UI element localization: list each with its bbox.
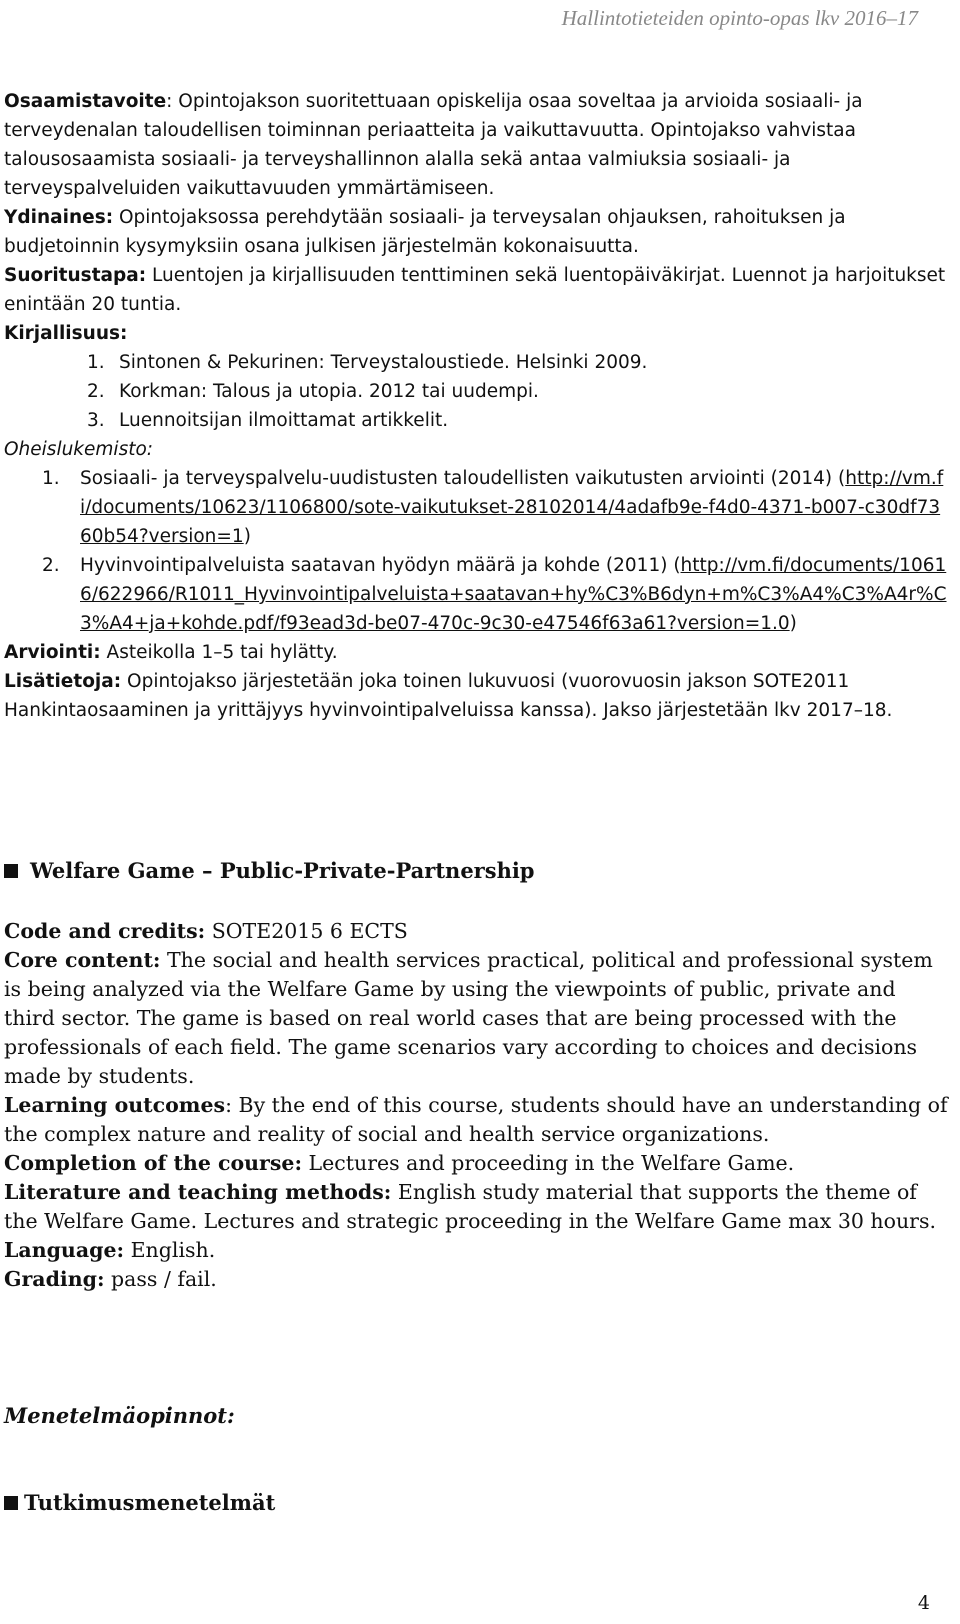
grading-paragraph	[4, 638, 949, 667]
core-content-text: Opintojaksossa perehdytään sosiaali- ja terveysalan ohjauksen, rahoituksen ja budjetoinnin kysymyksiin osana julkisen järjestelmän kokonaisuutta.	[4, 207, 846, 257]
list-item: 1. Sintonen & Pekurinen: Terveystaloustiede. Helsinki 2009.	[87, 352, 648, 373]
document-link[interactable]: http://vm.fi/documents/10616/622966/R1011_Hyvinvointipalveluista+saatavan+hy%C3%B6dyn+m%C3%A4%C3%A4r%C3%A4+ja+kohde.pdf/f93ead3d-be07-470c-9c30-e47546f63a61?version=1.0	[80, 555, 947, 634]
research-methods-heading	[4, 1490, 275, 1515]
completion-method-label: Suoritustapa:	[4, 265, 147, 286]
page-number: 4	[917, 1592, 930, 1614]
completion-method-text: Luentojen ja kirjallisuuden tenttiminen sekä luentopäiväkirjat. Luennot ja harjoitukset enintään 20 tuntia.	[4, 265, 946, 315]
methods-studies-heading: Menetelmäopinnot:	[4, 1403, 235, 1428]
additional-info-label: Lisätietoja:	[4, 671, 122, 692]
list-item: 3. Luennoitsijan ilmoittamat artikkelit.	[87, 410, 449, 431]
learning-outcomes-paragraph: Learning outcomes: By the end of this course, students should have an understanding of the complex nature and reality of social and health service organizations.	[4, 1093, 948, 1146]
course-heading-welfare-game	[4, 858, 535, 883]
additional-info-paragraph	[4, 667, 949, 725]
additional-info-text: Opintojakso järjestetään joka toinen lukuvuosi (vuorovuosin jakson SOTE2011 Hankintaosaaminen ja yrittäjyys hyvinvointipalveluissa kanssa). Jakso järjestetään lkv 2017–18.	[4, 671, 893, 721]
grading-paragraph: Grading: pass / fail.	[4, 1267, 217, 1291]
course-description-english	[4, 917, 949, 1294]
core-content-label: Ydinaines:	[4, 207, 114, 228]
learning-goal-paragraph	[4, 87, 949, 203]
course-description-finnish	[4, 87, 949, 725]
research-methods-title: Tutkimusmenetelmät	[24, 1490, 276, 1515]
running-header: Hallintotieteiden opinto-opas lkv 2016–17	[561, 6, 918, 30]
square-bullet-icon	[4, 1496, 18, 1510]
core-content-paragraph	[4, 203, 949, 261]
learning-goal-text: : Opintojakson suoritettuaan opiskelija osaa soveltaa ja arvioida sosiaali- ja terveydenalan taloudellisen toiminnan periaatteita ja vaikuttavuutta. Opintojakso vahvistaa talousosaamista sosiaali- ja terveyshallinnon alalla sekä antaa valmiuksia sosiaali- ja terveyspalveluiden vaikuttavuuden ymmärtämiseen.	[4, 91, 863, 199]
literature-list	[4, 348, 949, 435]
grading-text: Asteikolla 1–5 tai hylätty.	[100, 642, 338, 663]
literature-methods-paragraph: Literature and teaching methods: English study material that supports the theme of the Welfare Game. Lectures and strategic proceeding in the Welfare Game max 30 hours.	[4, 1180, 937, 1233]
grading-label: Arviointi:	[4, 642, 101, 663]
learning-goal-label: Osaamistavoite	[4, 91, 167, 112]
list-item: 1. Sosiaali- ja terveyspalvelu-uudistusten taloudellisten vaikutusten arviointi (2014) (http://vm.fi/documents/10623/1106800/sote-vaikutukset-28102014/4adafb9e-f4d0-4371-b007-c30df7360b54?version=1)	[42, 468, 944, 547]
completion-paragraph: Completion of the course: Lectures and proceeding in the Welfare Game.	[4, 1151, 795, 1175]
list-item: 2. Hyvinvointipalveluista saatavan hyödyn määrä ja kohde (2011) (http://vm.fi/documents/10616/622966/R1011_Hyvinvointipalveluista+saatavan+hy%C3%B6dyn+m%C3%A4%C3%A4r%C3%A4+ja+kohde.pdf/f93ead3d-be07-470c-9c30-e47546f63a61?version=1.0)	[42, 555, 947, 634]
document-link[interactable]: http://vm.fi/documents/10623/1106800/sote-vaikutukset-28102014/4adafb9e-f4d0-4371-b007-c30df7360b54?version=1	[80, 468, 944, 547]
literature-heading: Kirjallisuus:	[4, 323, 128, 344]
language-paragraph: Language: English.	[4, 1238, 216, 1262]
list-item: 2. Korkman: Talous ja utopia. 2012 tai uudempi.	[87, 381, 539, 402]
extra-reading-list	[4, 464, 949, 638]
course-title: Welfare Game – Public-Private-Partnership	[30, 858, 535, 883]
code-credits-paragraph: Code and credits: SOTE2015 6 ECTS	[4, 919, 408, 943]
extra-reading-heading: Oheislukemisto:	[4, 439, 154, 460]
square-bullet-icon	[4, 864, 18, 878]
core-content-paragraph: Core content: The social and health services practical, political and professional system is being analyzed via the Welfare Game by using the viewpoints of public, private and third sector. The game is based on real world cases that are being processed with the professionals of each field. The game scenarios vary according to choices and decisions made by students.	[4, 948, 933, 1088]
completion-method-paragraph	[4, 261, 949, 319]
